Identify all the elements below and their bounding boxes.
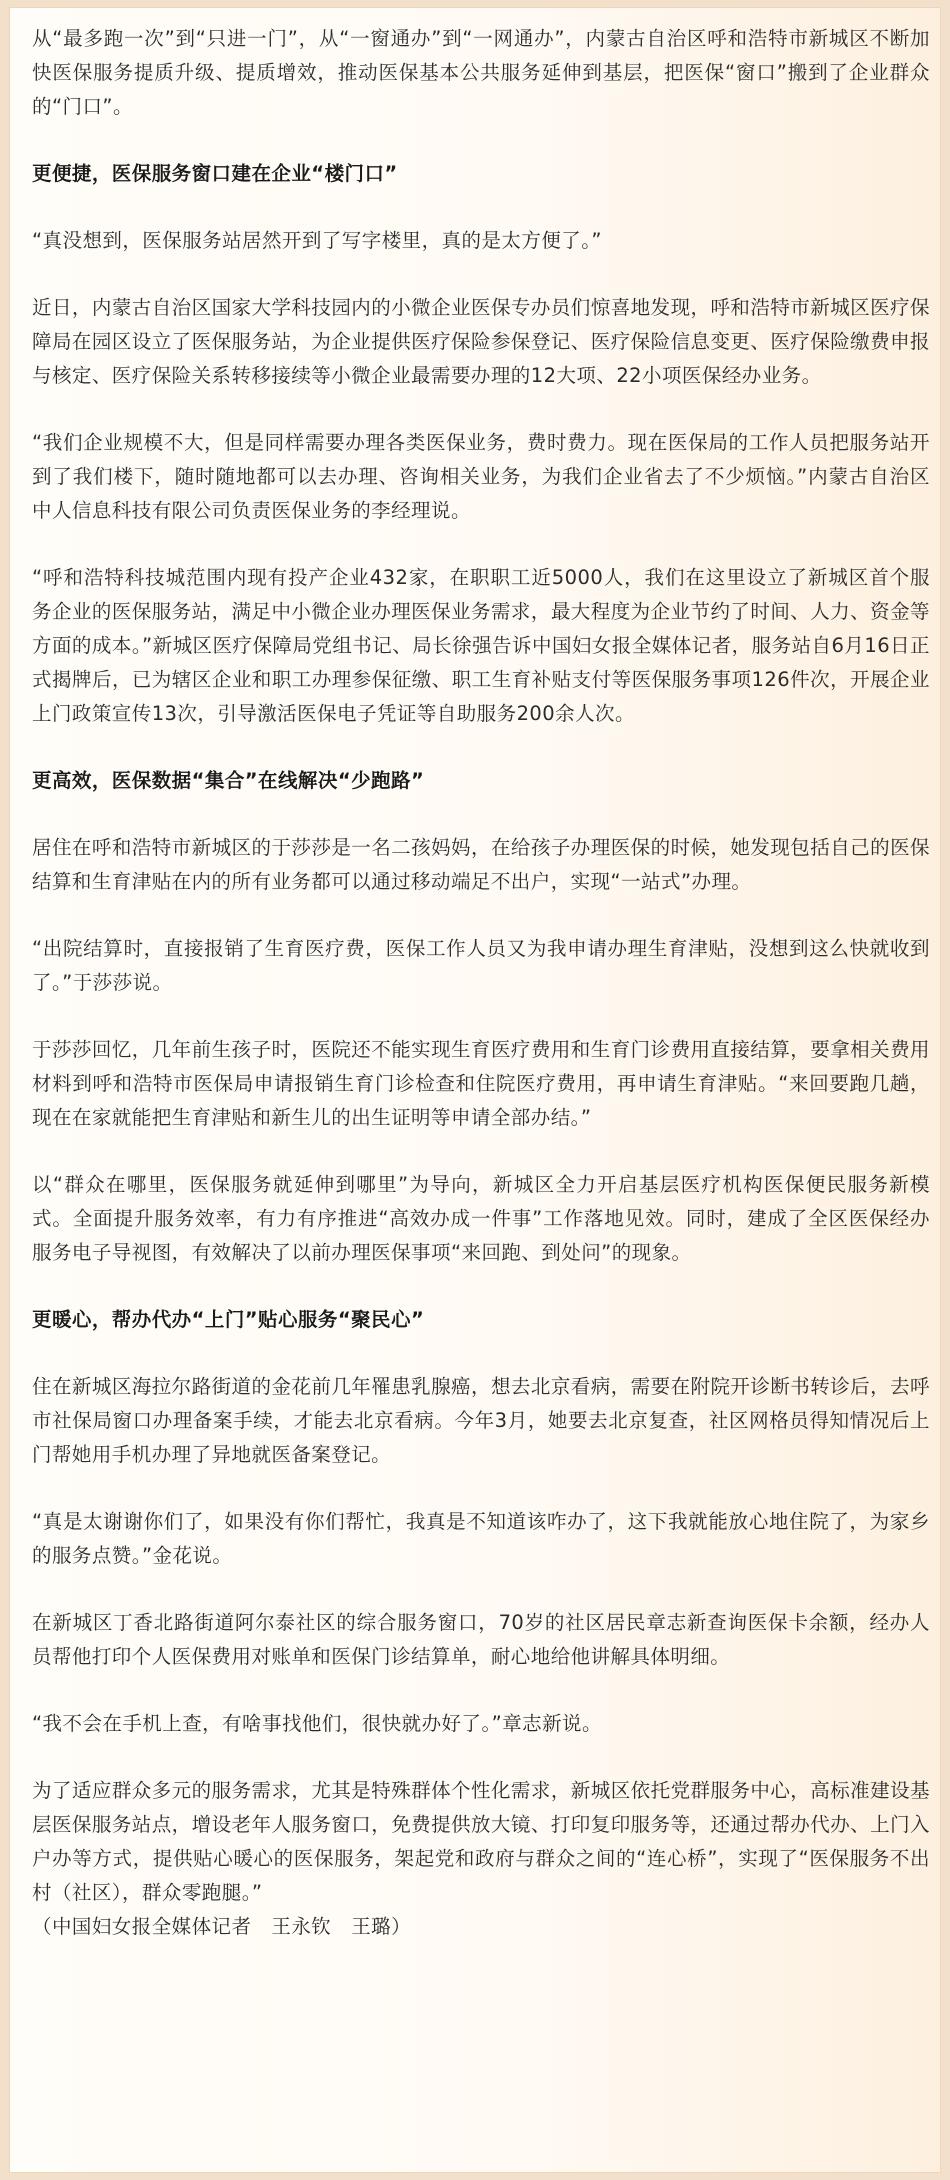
section-heading: 更便捷，医保服务窗口建在企业“楼门口”	[32, 162, 398, 185]
body-paragraph: 居住在呼和浩特市新城区的于莎莎是一名二孩妈妈，在给孩子办理医保的时候，她发现包括自己的医保结算和生育津贴在内的所有业务都可以通过移动端足不出户，实现“一站式”办理。	[32, 836, 930, 893]
body-paragraph: 在新城区丁香北路街道阿尔泰社区的综合服务窗口，70岁的社区居民章志新查询医保卡余额，经办人员帮他打印个人医保费用对账单和医保门诊结算单，耐心地给他讲解具体明细。	[32, 1611, 930, 1668]
section-heading: 更暖心，帮办代办“上门”贴心服务“聚民心”	[32, 1308, 425, 1331]
body-paragraph: 于莎莎回忆，几年前生孩子时，医院还不能实现生育医疗费用和生育门诊费用直接结算，要拿相关费用材料到呼和浩特市医保局申请报销生育门诊检查和住院医疗费用，再申请生育津贴。“来回要跑几趟，现在在家就能把生育津贴和新生儿的出生证明等申请全部办结。”	[32, 1038, 930, 1129]
section-heading: 更高效，医保数据“集合”在线解决“少跑路”	[32, 769, 425, 792]
byline: （中国妇女报全媒体记者 王永钦 王璐）	[32, 1915, 412, 1938]
body-paragraph: 住在新城区海拉尔路街道的金花前几年罹患乳腺癌，想去北京看病，需要在附院开诊断书转诊后，去呼市社保局窗口办理备案手续，才能去北京看病。今年3月，她要去北京复查，社区网格员得知情况后上门帮她用手机办理了异地就医备案登记。	[32, 1375, 930, 1466]
quote-paragraph: “真是太谢谢你们了，如果没有你们帮忙，我真是不知道该咋办了，这下我就能放心地住院了，为家乡的服务点赞。”金花说。	[32, 1510, 930, 1567]
quote-paragraph: “出院结算时，直接报销了生育医疗费，医保工作人员又为我申请办理生育津贴，没想到这么快就收到了。”于莎莎说。	[32, 937, 930, 994]
quote-paragraph: “呼和浩特科技城范围内现有投产企业432家，在职职工近5000人，我们在这里设立了新城区首个服务企业的医保服务站，满足中小微企业办理医保业务需求，最大程度为企业节约了时间、人力、资金等方面的成本。”新城区医疗保障局党组书记、局长徐强告诉中国妇女报全媒体记者，服务站自6月16日正式揭牌后，已为辖区企业和职工办理参保征缴、职工生育补贴支付等医保服务事项126件次，开展企业上门政策宣传13次，引导激活医保电子凭证等自助服务200余人次。	[32, 566, 930, 725]
article-body	[32, 22, 930, 1944]
body-paragraph: 为了适应群众多元的服务需求，尤其是特殊群体个性化需求，新城区依托党群服务中心，高标准建设基层医保服务站点，增设老年人服务窗口，免费提供放大镜、打印复印服务等，还通过帮办代办、上门入户办等方式，提供贴心暖心的医保服务，架起党和政府与群众之间的“连心桥”，实现了“医保服务不出村（社区），群众零跑腿。”	[32, 1779, 930, 1904]
body-paragraph: 以“群众在哪里，医保服务就延伸到哪里”为导向，新城区全力开启基层医疗机构医保便民服务新模式。全面提升服务效率，有力有序推进“高效办成一件事”工作落地见效。同时，建成了全区医保经办服务电子导视图，有效解决了以前办理医保事项“来回跑、到处问”的现象。	[32, 1173, 930, 1264]
body-paragraph: 近日，内蒙古自治区国家大学科技园内的小微企业医保专办员们惊喜地发现，呼和浩特市新城区医疗保障局在园区设立了医保服务站，为企业提供医疗保险参保登记、医疗保险信息变更、医疗保险缴费申报与核定、医疗保险关系转移接续等小微企业最需要办理的12大项、22小项医保经办业务。	[32, 296, 930, 387]
quote-paragraph: “真没想到，医保服务站居然开到了写字楼里，真的是太方便了。”	[32, 229, 602, 252]
quote-paragraph: “我们企业规模不大，但是同样需要办理各类医保业务，费时费力。现在医保局的工作人员把服务站开到了我们楼下，随时随地都可以去办理、咨询相关业务，为我们企业省去了不少烦恼。”内蒙古自治区中人信息科技有限公司负责医保业务的李经理说。	[32, 431, 930, 522]
quote-paragraph: “我不会在手机上查，有啥事找他们，很快就办好了。”章志新说。	[32, 1712, 602, 1735]
article-card	[9, 7, 941, 2173]
intro-paragraph: 从“最多跑一次”到“只进一门”，从“一窗通办”到“一网通办”，内蒙古自治区呼和浩特市新城区不断加快医保服务提质升级、提质增效，推动医保基本公共服务延伸到基层，把医保“窗口”搬到了企业群众的“门口”。	[32, 27, 930, 118]
